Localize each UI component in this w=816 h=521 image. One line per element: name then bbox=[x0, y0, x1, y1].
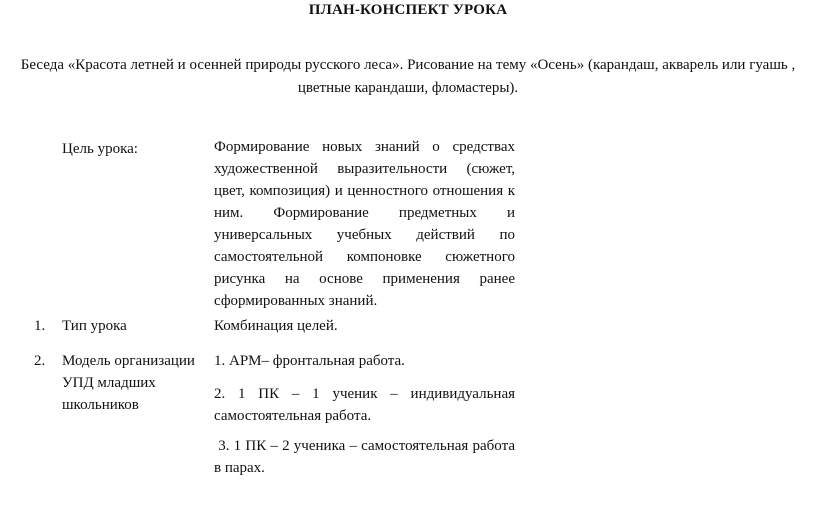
lesson-subject-line-1: Беседа «Красота летней и осенней природы русского леса». Рисование на тему «Осень» (карандаш, акварель или гуашь , bbox=[20, 57, 796, 73]
organization-model-label: Модель организации УПД младших школьников bbox=[62, 353, 195, 413]
organization-item-1: 1. АРМ– фронтальная работа. bbox=[214, 353, 405, 369]
organization-item-3: 3. 1 ПК – 2 ученика – самостоятельная работа в парах. bbox=[214, 438, 519, 476]
row-number-2: 2. bbox=[34, 353, 46, 369]
lesson-subject-line-2: цветные карандаши, фломастеры). bbox=[297, 80, 519, 96]
goal-content: Формирование новых знаний о средствах художественной выразительности (сюжет, цвет, композиция) и ценностного отношения к ним. Формирование предметных и универсальных учебных действий по самостоятельной компоновке сюжетного рисунка на основе применения ранее сформированных знаний. bbox=[214, 139, 515, 309]
organization-item-2: 2. 1 ПК – 1 ученик – индивидуальная самостоятельная работа. bbox=[214, 386, 515, 424]
lesson-type-label: Тип урока bbox=[62, 318, 127, 334]
goal-label: Цель урока: bbox=[62, 141, 138, 157]
lesson-type-content: Комбинация целей. bbox=[214, 318, 338, 334]
lesson-subject bbox=[2, 54, 814, 100]
document-title: ПЛАН-КОНСПЕКТ УРОКА bbox=[308, 2, 508, 18]
row-number-1: 1. bbox=[34, 318, 46, 334]
